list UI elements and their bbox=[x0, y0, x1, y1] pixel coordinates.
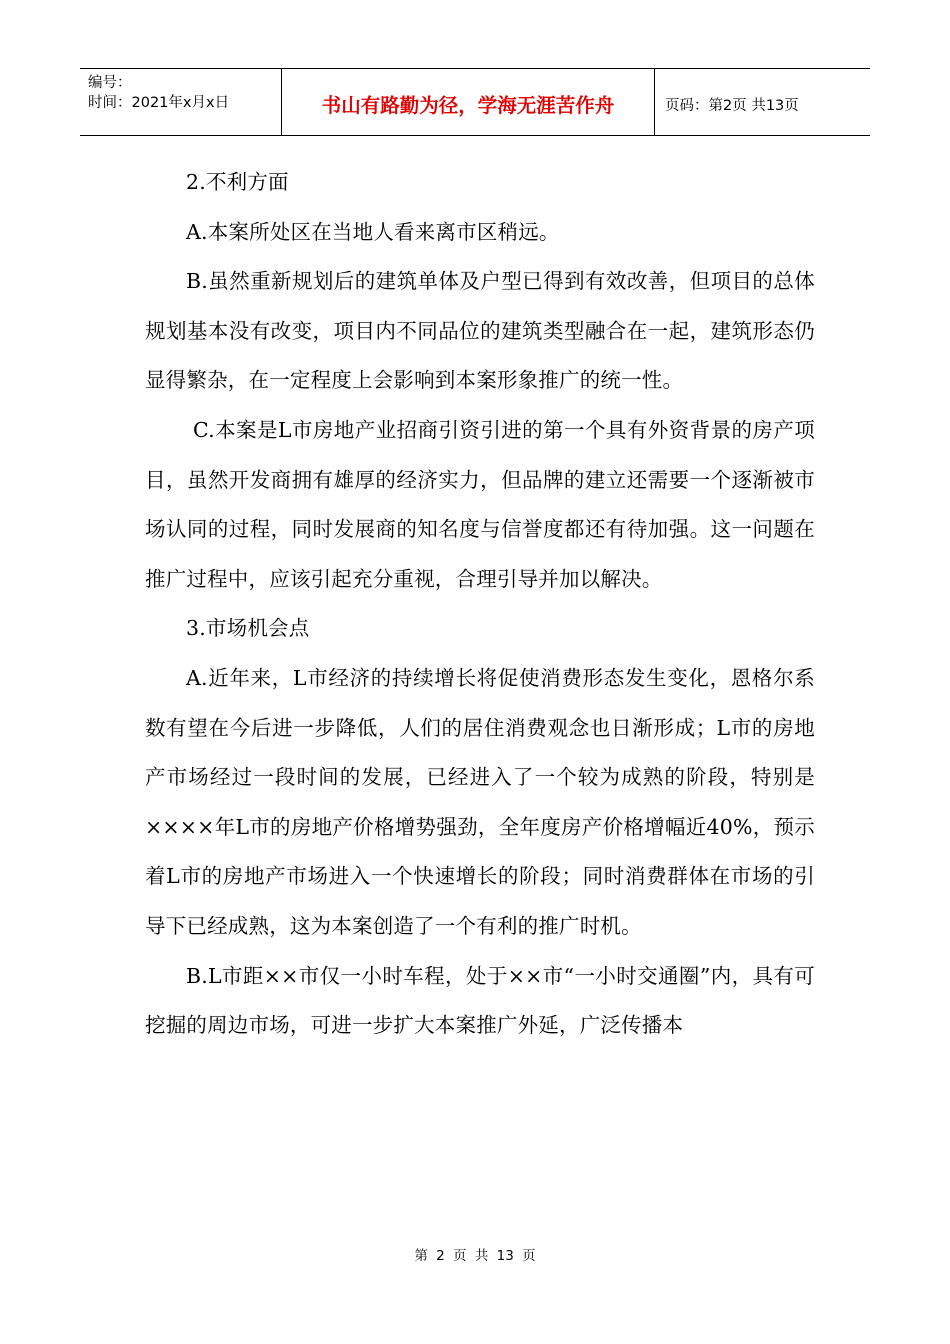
document-date: 时间：2021年x月x日 bbox=[88, 95, 230, 111]
header-meta bbox=[80, 69, 282, 135]
body-paragraph: B.L市距××市仅一小时车程，处于××市“一小时交通圈”内，具有可挖掘的周边市场，可进一步扩大本案推广外延，广泛传播本 bbox=[145, 963, 815, 1038]
header-motto: 书山有路勤为径，学海无涯苦作舟 bbox=[282, 69, 655, 135]
section-heading: 2.不利方面 bbox=[186, 170, 289, 194]
body-paragraph: A.本案所处区在当地人看来离市区稍远。 bbox=[186, 219, 560, 244]
body-paragraph: A.近年来，L市经济的持续增长将促使消费形态发生变化，恩格尔系数有望在今后进一步降低，人们的居住消费观念也日渐形成；L市的房地产市场经过一段时间的发展，已经进入了一个较为成熟的阶段，特别是××××年L市的房地产价格增势强劲，全年度房产价格增幅近40%，预示着L市的房地产市场进入一个快速增长的阶段；同时消费群体在市场的引导下已经成熟，这为本案创造了一个有利的推广时机。 bbox=[145, 665, 815, 938]
document-body bbox=[145, 158, 815, 1051]
page-header bbox=[80, 68, 870, 136]
header-page-info: 页码：第2页 共13页 bbox=[665, 97, 799, 114]
body-paragraph: C.本案是L市房地产业招商引资引进的第一个具有外资背景的房产项目，虽然开发商拥有雄厚的经济实力，但品牌的建立还需要一个逐渐被市场认同的过程，同时发展商的知名度与信誉度都还有待加强。这一问题在推广过程中，应该引起充分重视，合理引导并加以解决。 bbox=[145, 417, 815, 591]
body-paragraph: B.虽然重新规划后的建筑单体及户型已得到有效改善，但项目的总体规划基本没有改变，项目内不同品位的建筑类型融合在一起，建筑形态仍显得繁杂，在一定程度上会影响到本案形象推广的统一性。 bbox=[145, 269, 815, 393]
page-footer: 第 2 页 共 13 页 bbox=[414, 1248, 536, 1264]
document-number-label: 编号： bbox=[88, 75, 132, 91]
section-heading: 3.市场机会点 bbox=[186, 616, 310, 641]
